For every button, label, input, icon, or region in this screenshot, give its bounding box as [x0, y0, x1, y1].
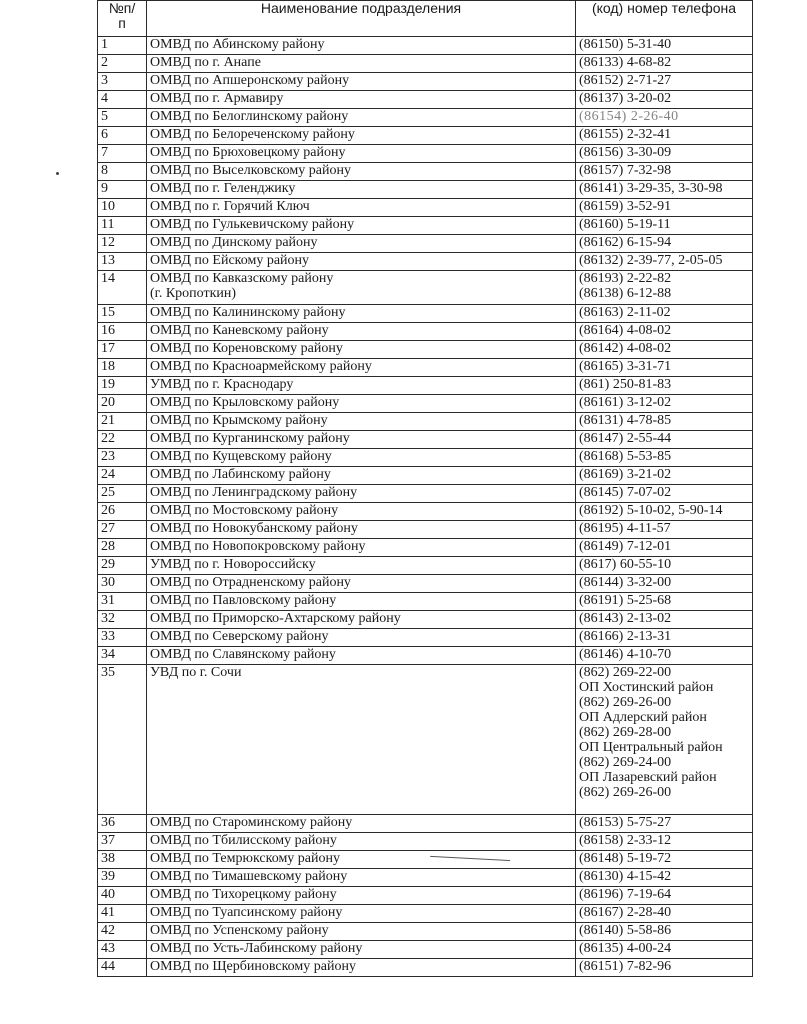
table-row — [98, 923, 753, 941]
phone-number: (862) 269-24-00 — [579, 755, 672, 770]
table-row — [98, 199, 753, 217]
table-body-bottom — [98, 815, 753, 977]
phone-number: (862) 269-28-00 — [579, 725, 672, 740]
table-row — [98, 539, 753, 557]
phone-number: (86142) 4-08-02 — [576, 341, 753, 359]
row-number: 31 — [98, 593, 147, 611]
row-number: 11 — [98, 217, 147, 235]
row-number: 18 — [98, 359, 147, 377]
phone-number: (86161) 3-12-02 — [576, 395, 753, 413]
phone-number: (86196) 7-19-64 — [576, 887, 753, 905]
table-row — [98, 941, 753, 959]
phone-number: (862) 269-26-00 — [579, 785, 672, 800]
phone-number: (86165) 3-31-71 — [576, 359, 753, 377]
table-row — [98, 323, 753, 341]
unit-name-cell — [147, 271, 576, 305]
phone-number: (86144) 3-32-00 — [576, 575, 753, 593]
row-number: 15 — [98, 305, 147, 323]
row-number: 16 — [98, 323, 147, 341]
row-number: 10 — [98, 199, 147, 217]
table-row — [98, 485, 753, 503]
row-number: 27 — [98, 521, 147, 539]
unit-name: ОМВД по Каневскому району — [147, 323, 576, 341]
phone-number: (86154) 2-26-40 — [576, 109, 753, 127]
unit-name: ОМВД по Туапсинскому району — [147, 905, 576, 923]
unit-name: ОМВД по г. Армавиру — [147, 91, 576, 109]
header-number — [98, 1, 147, 37]
precinct-name: ОП Адлерский район — [579, 710, 707, 725]
unit-name: ОМВД по Крыловскому району — [147, 395, 576, 413]
unit-name: ОМВД по Северскому району — [147, 629, 576, 647]
table-row — [98, 887, 753, 905]
table-row — [98, 521, 753, 539]
header-phone: (код) номер телефона — [576, 1, 753, 37]
phone-cell — [576, 665, 753, 815]
row-number: 12 — [98, 235, 147, 253]
table-row — [98, 503, 753, 521]
unit-name: ОМВД по Тихорецкому району — [147, 887, 576, 905]
unit-name: ОМВД по Брюховецкому району — [147, 145, 576, 163]
phone-number: (86151) 7-82-96 — [576, 959, 753, 977]
row-number: 37 — [98, 833, 147, 851]
unit-name: ОМВД по Отрадненскому району — [147, 575, 576, 593]
phone-number: (86133) 4-68-82 — [576, 55, 753, 73]
unit-name: ОМВД по Тбилисскому району — [147, 833, 576, 851]
phone-number: (86143) 2-13-02 — [576, 611, 753, 629]
unit-name: ОМВД по Выселковскому району — [147, 163, 576, 181]
phone-number: (86166) 2-13-31 — [576, 629, 753, 647]
table-row — [98, 467, 753, 485]
row-number: 42 — [98, 923, 147, 941]
table-row — [98, 271, 753, 305]
row-number: 34 — [98, 647, 147, 665]
phone-number: (86168) 5-53-85 — [576, 449, 753, 467]
unit-name: ОМВД по г. Геленджику — [147, 181, 576, 199]
table-row — [98, 127, 753, 145]
phone-number: (86147) 2-55-44 — [576, 431, 753, 449]
row-number: 33 — [98, 629, 147, 647]
row-number: 25 — [98, 485, 147, 503]
phone-number: (8617) 60-55-10 — [576, 557, 753, 575]
unit-name: ОМВД по Курганинскому району — [147, 431, 576, 449]
unit-name: ОМВД по Абинскому району — [147, 37, 576, 55]
phone-number: (86164) 4-08-02 — [576, 323, 753, 341]
phone-number: (86195) 4-11-57 — [576, 521, 753, 539]
row-number: 4 — [98, 91, 147, 109]
row-number: 39 — [98, 869, 147, 887]
unit-name: ОМВД по Лабинскому району — [147, 467, 576, 485]
phone-number: (86138) 6-12-88 — [579, 286, 672, 301]
phone-number: (86156) 3-30-09 — [576, 145, 753, 163]
table-row — [98, 557, 753, 575]
unit-name: ОМВД по Калининскому району — [147, 305, 576, 323]
table-row — [98, 181, 753, 199]
row-number: 44 — [98, 959, 147, 977]
unit-name: ОМВД по г. Анапе — [147, 55, 576, 73]
row-number: 26 — [98, 503, 147, 521]
unit-name: ОМВД по Кореновскому району — [147, 341, 576, 359]
table-row — [98, 647, 753, 665]
header-number-line2: п — [118, 15, 126, 31]
phone-number: (86191) 5-25-68 — [576, 593, 753, 611]
unit-name: ОМВД по Апшеронскому району — [147, 73, 576, 91]
table-row — [98, 55, 753, 73]
phone-number: (86162) 6-15-94 — [576, 235, 753, 253]
phone-number: (862) 269-26-00 — [579, 695, 672, 710]
row-number: 7 — [98, 145, 147, 163]
row-number: 24 — [98, 467, 147, 485]
row-number: 8 — [98, 163, 147, 181]
table-row — [98, 359, 753, 377]
header-number-line1: №п/ — [108, 0, 136, 16]
phone-number: (862) 269-22-00 — [579, 665, 672, 680]
table-row — [98, 37, 753, 55]
unit-name: ОМВД по Динскому району — [147, 235, 576, 253]
row-number: 1 — [98, 37, 147, 55]
row-number: 2 — [98, 55, 147, 73]
row-number: 9 — [98, 181, 147, 199]
phone-number: (86140) 5-58-86 — [576, 923, 753, 941]
table-row — [98, 341, 753, 359]
phone-number: (86192) 5-10-02, 5-90-14 — [576, 503, 753, 521]
table-row — [98, 217, 753, 235]
table-row — [98, 145, 753, 163]
phone-number: (86137) 3-20-02 — [576, 91, 753, 109]
phone-number: (86169) 3-21-02 — [576, 467, 753, 485]
row-number: 5 — [98, 109, 147, 127]
phone-number: (86158) 2-33-12 — [576, 833, 753, 851]
phone-cell — [576, 271, 753, 305]
table-row — [98, 959, 753, 977]
phone-number: (86145) 7-07-02 — [576, 485, 753, 503]
unit-name: ОМВД по Новопокровскому району — [147, 539, 576, 557]
unit-name: ОМВД по Темрюкскому району — [147, 851, 576, 869]
unit-name: ОМВД по Тимашевскому району — [147, 869, 576, 887]
phone-number: (86159) 3-52-91 — [576, 199, 753, 217]
row-number: 20 — [98, 395, 147, 413]
phone-number: (86167) 2-28-40 — [576, 905, 753, 923]
table-row — [98, 109, 753, 127]
phone-number: (86141) 3-29-35, 3-30-98 — [576, 181, 753, 199]
row-number: 29 — [98, 557, 147, 575]
table-body-top — [98, 37, 753, 271]
header-unit-name: Наименование подразделения — [147, 1, 576, 37]
unit-name: ОМВД по Новокубанскому району — [147, 521, 576, 539]
phone-number: (86193) 2-22-82 — [579, 271, 672, 286]
unit-name: УМВД по г. Новороссийску — [147, 557, 576, 575]
unit-name: ОМВД по Мостовскому району — [147, 503, 576, 521]
unit-name: ОМВД по Белореченскому району — [147, 127, 576, 145]
row-number: 22 — [98, 431, 147, 449]
phone-number: (86146) 4-10-70 — [576, 647, 753, 665]
table-row — [98, 163, 753, 181]
row-number: 19 — [98, 377, 147, 395]
table-row — [98, 253, 753, 271]
unit-name: ОМВД по Ленинградскому району — [147, 485, 576, 503]
table-row — [98, 73, 753, 91]
unit-name: ОМВД по Славянскому району — [147, 647, 576, 665]
table-body-row35 — [98, 665, 753, 815]
table-row — [98, 305, 753, 323]
phone-number: (86152) 2-71-27 — [576, 73, 753, 91]
table-row — [98, 851, 753, 869]
phone-number: (86132) 2-39-77, 2-05-05 — [576, 253, 753, 271]
row-number: 30 — [98, 575, 147, 593]
row-number: 23 — [98, 449, 147, 467]
phone-number: (86131) 4-78-85 — [576, 413, 753, 431]
precinct-name: ОП Хостинский район — [579, 680, 714, 695]
phone-number: (86155) 2-32-41 — [576, 127, 753, 145]
unit-name: ОМВД по Гулькевичскому району — [147, 217, 576, 235]
unit-name: ОМВД по Щербиновскому району — [147, 959, 576, 977]
table-row — [98, 833, 753, 851]
unit-name: ОМВД по Кущевскому району — [147, 449, 576, 467]
table-header-row — [98, 1, 753, 37]
table-row — [98, 377, 753, 395]
row-number: 35 — [98, 665, 147, 815]
row-number: 28 — [98, 539, 147, 557]
unit-name: ОМВД по Приморско-Ахтарскому району — [147, 611, 576, 629]
unit-name: УМВД по г. Краснодару — [147, 377, 576, 395]
table-row — [98, 593, 753, 611]
row-number: 43 — [98, 941, 147, 959]
unit-name: УВД по г. Сочи — [147, 665, 576, 815]
unit-name: ОМВД по Ейскому району — [147, 253, 576, 271]
table-row — [98, 575, 753, 593]
row-number: 32 — [98, 611, 147, 629]
phone-number: (861) 250-81-83 — [576, 377, 753, 395]
table-row — [98, 91, 753, 109]
table-row — [98, 815, 753, 833]
phone-number: (86130) 4-15-42 — [576, 869, 753, 887]
phone-number: (86160) 5-19-11 — [576, 217, 753, 235]
police-units-phone-table — [97, 0, 753, 977]
unit-name: ОМВД по Павловскому району — [147, 593, 576, 611]
table-row — [98, 665, 753, 815]
table-body-middle — [98, 305, 753, 665]
precinct-name: ОП Центральный район — [579, 740, 723, 755]
phone-number: (86153) 5-75-27 — [576, 815, 753, 833]
unit-name: ОМВД по Староминскому району — [147, 815, 576, 833]
row-number: 6 — [98, 127, 147, 145]
phone-number: (86150) 5-31-40 — [576, 37, 753, 55]
row-number: 40 — [98, 887, 147, 905]
phone-number: (86148) 5-19-72 — [576, 851, 753, 869]
row-number: 13 — [98, 253, 147, 271]
phone-number: (86135) 4-00-24 — [576, 941, 753, 959]
table-row — [98, 235, 753, 253]
unit-name: ОМВД по г. Горячий Ключ — [147, 199, 576, 217]
phone-number: (86157) 7-32-98 — [576, 163, 753, 181]
unit-name: ОМВД по Белоглинскому району — [147, 109, 576, 127]
unit-name: ОМВД по Кавказскому району — [150, 271, 334, 286]
table-row — [98, 869, 753, 887]
row-number: 3 — [98, 73, 147, 91]
table-row — [98, 611, 753, 629]
table-row — [98, 413, 753, 431]
row-number: 41 — [98, 905, 147, 923]
unit-name: ОМВД по Успенскому району — [147, 923, 576, 941]
table-body-row14 — [98, 271, 753, 305]
scan-dot — [56, 172, 59, 175]
table-row — [98, 449, 753, 467]
row-number: 21 — [98, 413, 147, 431]
phone-number: (86149) 7-12-01 — [576, 539, 753, 557]
row-number: 17 — [98, 341, 147, 359]
table-row — [98, 629, 753, 647]
table-row — [98, 395, 753, 413]
phone-number: (86163) 2-11-02 — [576, 305, 753, 323]
unit-name: ОМВД по Красноармейскому району — [147, 359, 576, 377]
precinct-name: ОП Лазаревский район — [579, 770, 717, 785]
unit-name: ОМВД по Усть-Лабинскому району — [147, 941, 576, 959]
row-number: 38 — [98, 851, 147, 869]
table-row — [98, 431, 753, 449]
unit-name: ОМВД по Крымскому району — [147, 413, 576, 431]
table-row — [98, 905, 753, 923]
unit-name-city: (г. Кропоткин) — [150, 286, 237, 301]
row-number: 36 — [98, 815, 147, 833]
row-number: 14 — [98, 271, 147, 305]
